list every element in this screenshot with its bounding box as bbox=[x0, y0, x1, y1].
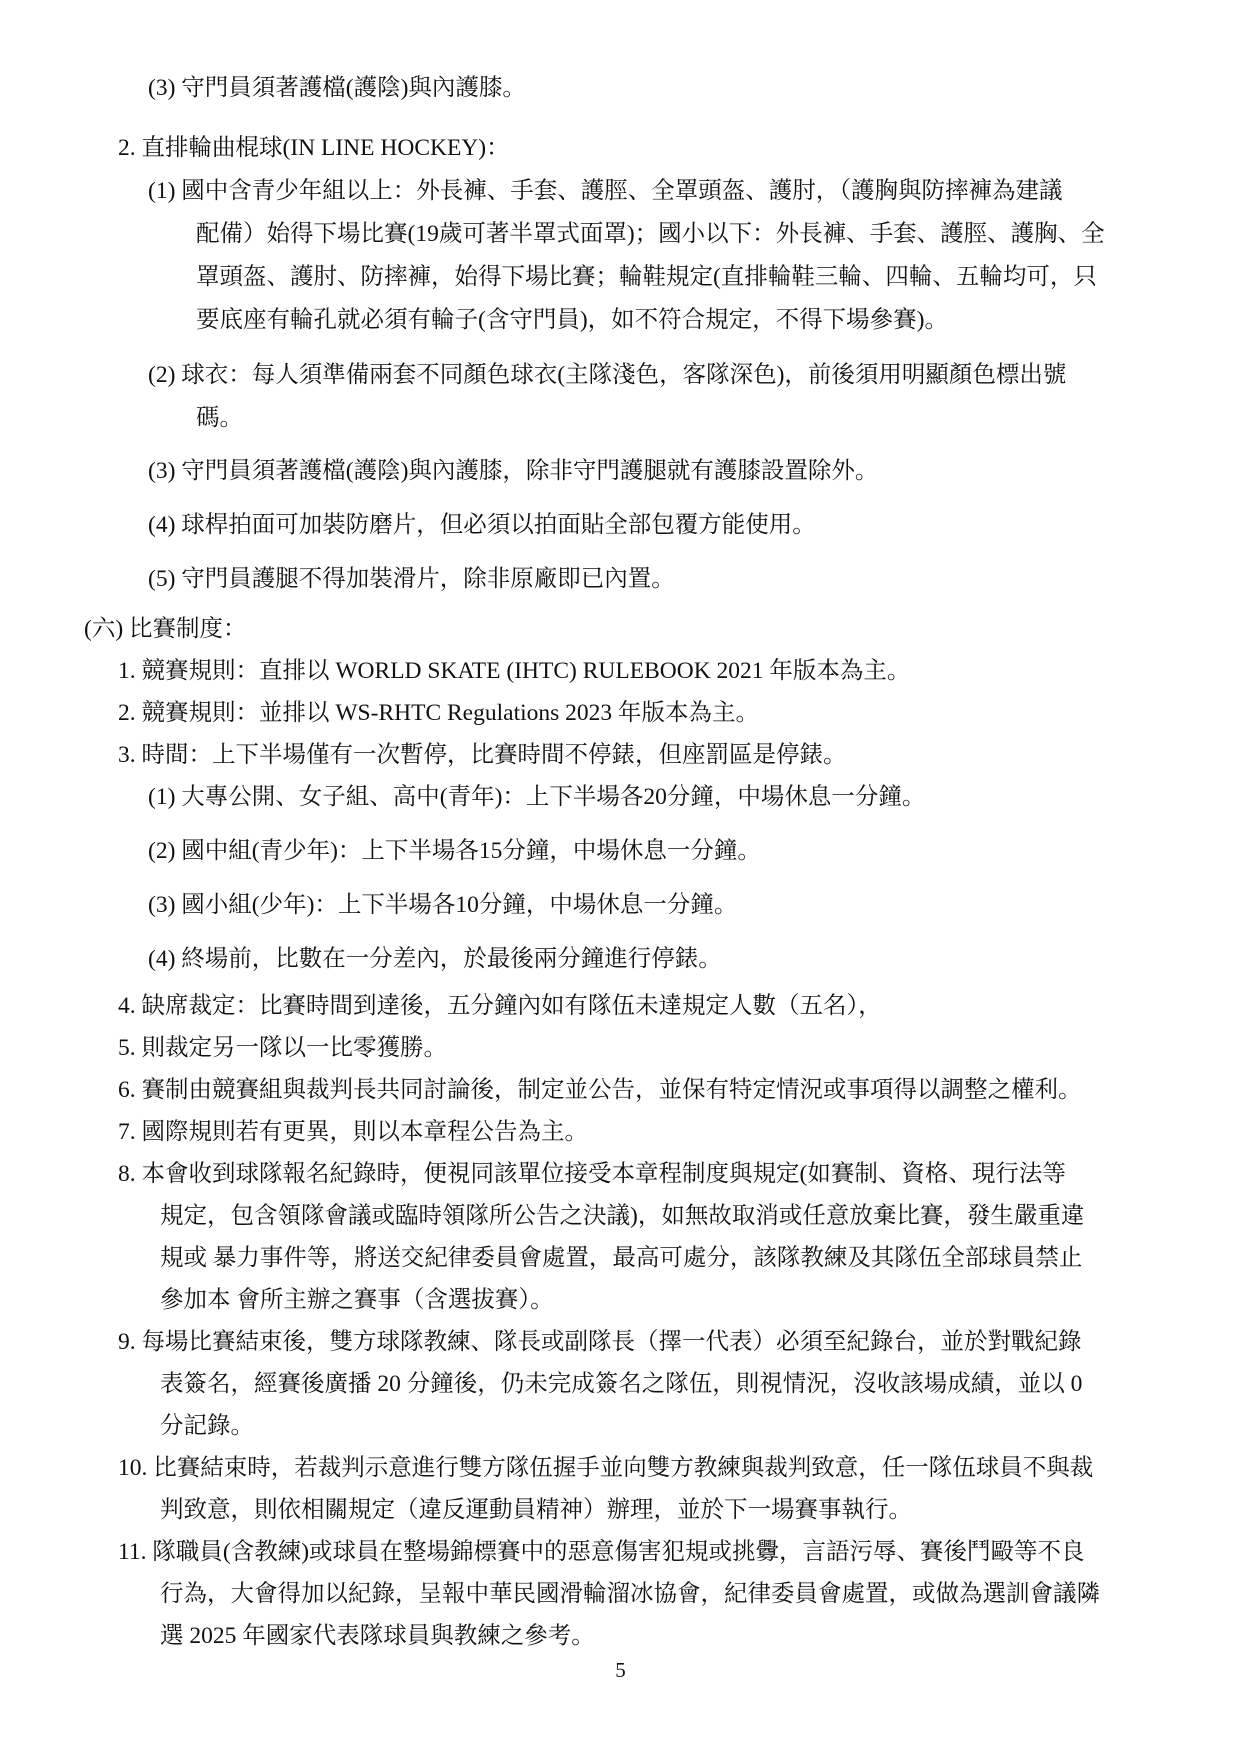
text-line: 判致意，則依相關規定（違反運動員精神）辦理，並於下一場賽事執行。 bbox=[160, 1497, 912, 1523]
text-line: 規定，包含領隊會議或臨時領隊所公告之決議)，如無故取消或任意放棄比賽，發生嚴重違 bbox=[160, 1203, 1085, 1229]
text-line: (4) 球桿拍面可加裝防磨片，但必須以拍面貼全部包覆方能使用。 bbox=[148, 512, 816, 538]
text-line: (1) 大專公開、女子組、高中(青年)：上下半場各20分鐘，中場休息一分鐘。 bbox=[148, 784, 926, 810]
text-line: 碼。 bbox=[196, 405, 243, 431]
text-line: 3. 時間：上下半場僅有一次暫停，比賽時間不停錶，但座罰區是停錶。 bbox=[118, 742, 847, 768]
text-line: 行為，大會得加以紀錄，呈報中華民國滑輪溜冰協會，紀律委員會處置，或做為選訓會議隣 bbox=[160, 1581, 1100, 1607]
section-heading: (六) 比賽制度： bbox=[84, 616, 247, 642]
text-line: (4) 終場前，比數在一分差內，於最後兩分鐘進行停錶。 bbox=[148, 946, 722, 972]
text-line: 配備）始得下場比賽(19歲可著半罩式面罩)；國小以下：外長褲、手套、護脛、護胸、全 bbox=[196, 221, 1105, 247]
text-line: 7. 國際規則若有更異，則以本章程公告為主。 bbox=[118, 1119, 588, 1145]
text-line: 規或 暴力事件等，將送交紀律委員會處置，最高可處分，該隊教練及其隊伍全部球員禁止 bbox=[160, 1245, 1083, 1271]
text-line: 9. 每場比賽結束後，雙方球隊教練、隊長或副隊長（擇一代表）必須至紀錄台，並於對戰紀錄 bbox=[118, 1329, 1082, 1355]
text-line: 選 2025 年國家代表隊球員與教練之參考。 bbox=[160, 1623, 595, 1649]
text-line: 4. 缺席裁定：比賽時間到達後，五分鐘內如有隊伍未達規定人數（五名）， bbox=[118, 993, 882, 1019]
text-line: 2. 直排輪曲棍球(IN LINE HOCKEY)： bbox=[118, 135, 510, 161]
text-line: (2) 球衣：每人須準備兩套不同顏色球衣(主隊淺色，客隊深色)，前後須用明顯顏色標出號 bbox=[148, 362, 1067, 388]
text-line: (3) 守門員須著護檔(護陰)與內護膝。 bbox=[148, 75, 526, 101]
text-line: (5) 守門員護腿不得加裝滑片，除非原廠即已內置。 bbox=[148, 566, 675, 592]
text-line: (1) 國中含青少年組以上：外長褲、手套、護脛、全罩頭盔、護肘，（護胸與防摔褲為建議 bbox=[148, 178, 1063, 204]
text-line: 11. 隊職員(含教練)或球員在整場錦標賽中的惡意傷害犯規或挑釁，言語污辱、賽後鬥毆等不良 bbox=[118, 1539, 1085, 1565]
text-line: 6. 賽制由競賽組與裁判長共同討論後，制定並公告，並保有特定情況或事項得以調整之權利。 bbox=[118, 1077, 1082, 1103]
text-line: 參加本 會所主辦之賽事（含選拔賽）。 bbox=[160, 1287, 554, 1313]
text-line: 1. 競賽規則：直排以 WORLD SKATE (IHTC) RULEBOOK 2021 年版本為主。 bbox=[118, 658, 911, 684]
text-line: 表簽名，經賽後廣播 20 分鐘後，仍未完成簽名之隊伍，則視情況，沒收該場成績，並以 0 bbox=[160, 1371, 1083, 1397]
page-number: 5 bbox=[615, 1658, 626, 1682]
text-line: 罩頭盔、護肘、防摔褲，始得下場比賽；輪鞋規定(直排輪鞋三輪、四輪、五輪均可，只 bbox=[196, 264, 1097, 290]
text-line: 10. 比賽結束時，若裁判示意進行雙方隊伍握手並向雙方教練與裁判致意，任一隊伍球員不與裁 bbox=[118, 1455, 1094, 1481]
text-line: (3) 國小組(少年)：上下半場各10分鐘，中場休息一分鐘。 bbox=[148, 892, 738, 918]
text-line: 2. 競賽規則：並排以 WS-RHTC Regulations 2023 年版本為主。 bbox=[118, 700, 760, 726]
text-line: 分記錄。 bbox=[160, 1413, 254, 1439]
text-line: 5. 則裁定另一隊以一比零獲勝。 bbox=[118, 1035, 447, 1061]
text-line: 8. 本會收到球隊報名紀錄時，便視同該單位接受本章程制度與規定(如賽制、資格、現行法等 bbox=[118, 1161, 1066, 1187]
text-line: (3) 守門員須著護檔(護陰)與內護膝，除非守門護腿就有護膝設置除外。 bbox=[148, 458, 879, 484]
text-line: 要底座有輪孔就必須有輪子(含守門員)，如不符合規定，不得下場參賽)。 bbox=[196, 307, 948, 333]
text-line: (2) 國中組(青少年)：上下半場各15分鐘，中場休息一分鐘。 bbox=[148, 838, 761, 864]
